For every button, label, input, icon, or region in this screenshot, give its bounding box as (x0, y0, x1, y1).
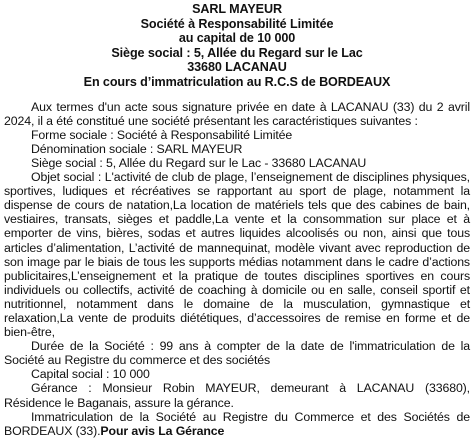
denomination: Dénomination sociale : SARL MAYEUR (31, 141, 243, 156)
postcode-city: 33680 LACANAU (187, 60, 287, 75)
share-capital: au capital de 10 000 (178, 31, 296, 46)
notice-header (4, 2, 470, 90)
siege-social: Siège social : 5, Allée du Regard sur le Lac - 33680 LACANAU (31, 155, 367, 170)
immatriculation-text: Immatriculation de la Société au Registre du Commerce et des Sociétés de BORDEAUX (33). (4, 409, 470, 438)
legal-form: Société à Responsabilité Limitée (140, 16, 334, 31)
objet-social: Objet social : L'activité de club de plage, l’enseignement de disciplines physiques, sportives, ludiques et récréatives se rapportant au sport de plage, notamment la dispense de cours de natation,La location de matériels tels que des cabines de bain, vestiaires, transats, sièges et paddle,La vente et la consommation sur place et à emporter de vins, bières, sodas et autres liquides alcoolisés ou non, ainsi que tous articles d’alimentation, L’activité de mannequinat, modèle vivant avec reproduction de son image par le biais de tous les supports médias notamment dans le cadre d’actions publicitaires,L’enseignement et la pratique de toutes disciplines sportives en cours individuels ou collectifs, activité de coaching à domicile ou en salle, conseil sportif et nutritionnel, notamment dans le domaine de la musculation, gymnastique et relaxation,La vente de produits diététiques, d’accessoires de remise en forme et de bien-être, (4, 170, 470, 340)
capital-social: Capital social : 10 000 (31, 367, 150, 382)
immatriculation-paragraph (4, 410, 470, 438)
duree: Durée de la Société : 99 ans à compter de la date de l'immatriculation de la Société au Registre du commerce et des sociétés (4, 339, 470, 368)
registration-status: En cours d’immatriculation au R.C.S de BORDEAUX (83, 74, 391, 89)
legal-notice (4, 2, 470, 438)
signature: Pour avis La Gérance (100, 423, 225, 438)
notice-body (4, 100, 470, 438)
registered-office: Siège social : 5, Allée du Regard sur le Lac (111, 45, 363, 60)
intro-paragraph: Aux termes d'un acte sous signature privée en date à LACANAU (33) du 2 avril 2024, il a été constitué une société présentant les caractéristiques suivantes : (4, 99, 470, 128)
company-name: SARL MAYEUR (192, 2, 282, 16)
gerance: Gérance : Monsieur Robin MAYEUR, demeurant à LACANAU (33680), Résidence le Baganais, assure la gérance. (4, 381, 470, 410)
forme-sociale: Forme sociale : Société à Responsabilité Limitée (31, 127, 293, 142)
